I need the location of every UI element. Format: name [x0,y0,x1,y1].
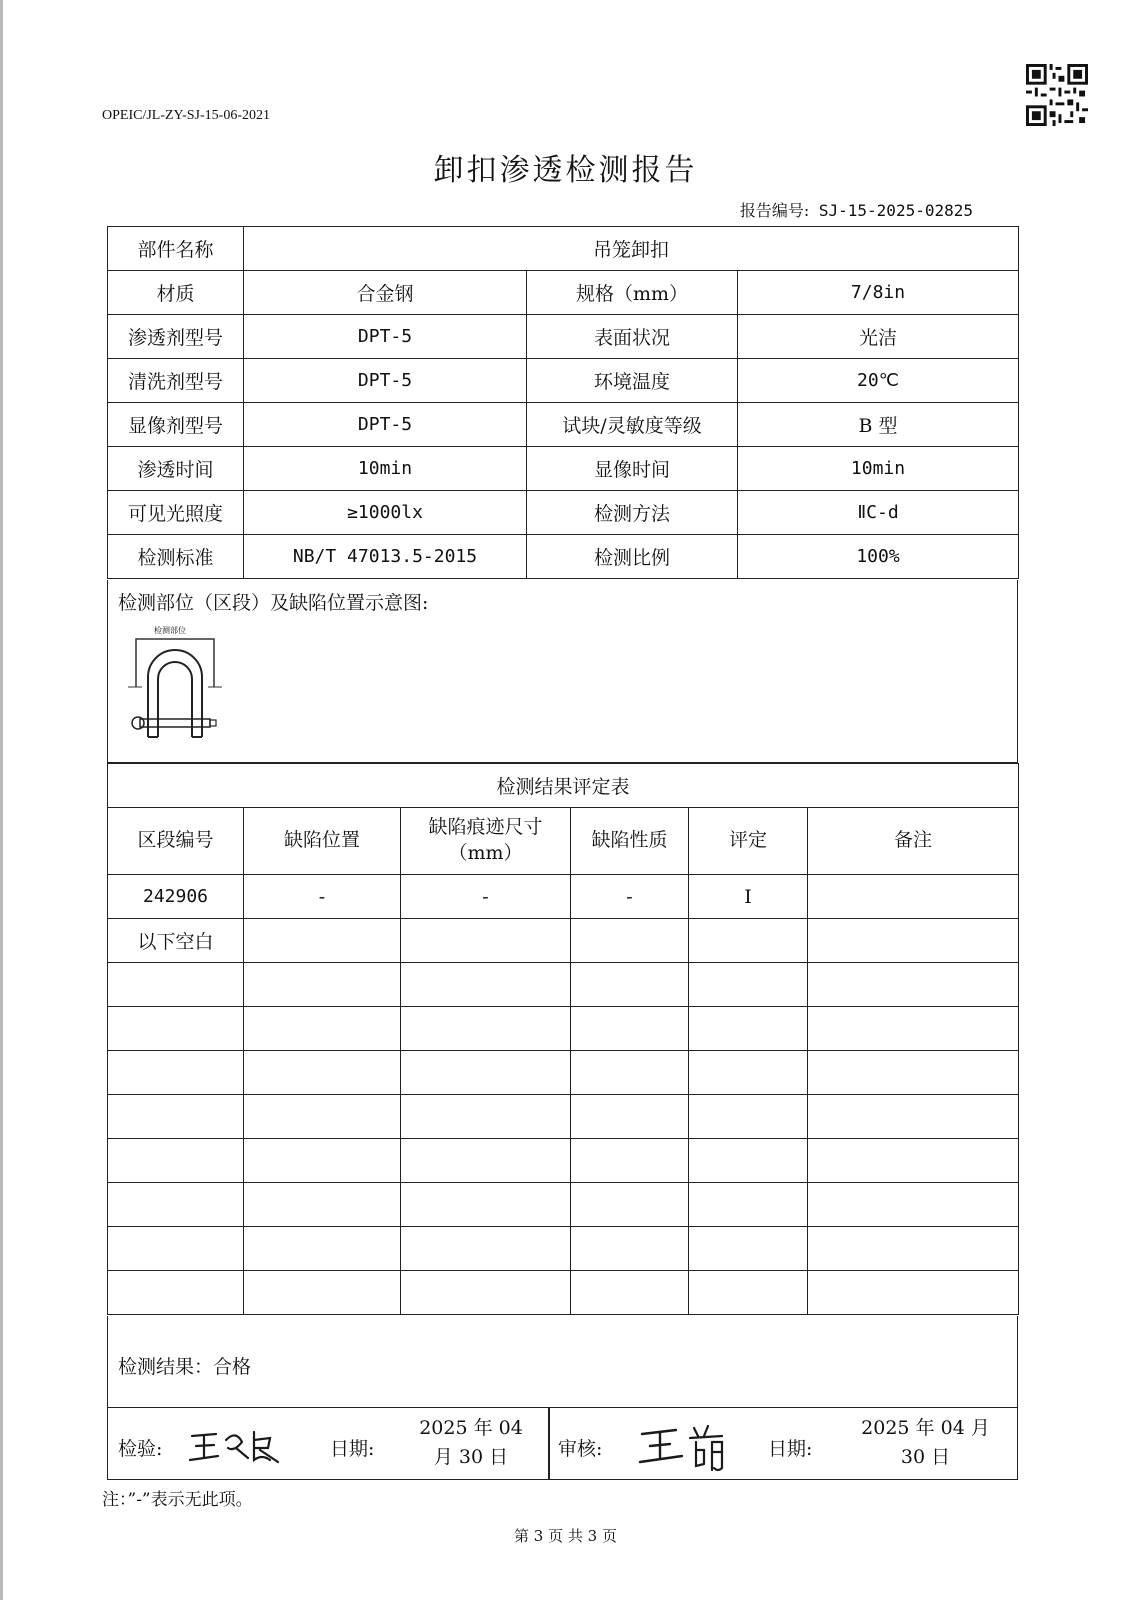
info-value: 7/8in [738,271,1019,315]
table-cell [401,1007,571,1051]
table-row [108,1271,1019,1315]
report-number-label: 报告编号: [739,201,810,220]
result-table-title: 检测结果评定表 [108,764,1019,808]
table-row [108,875,1019,919]
table-cell [401,1139,571,1183]
shackle-diagram-icon [126,625,236,755]
info-value: 10min [738,447,1019,491]
inspector-signature-icon [186,1418,286,1468]
table-cell [571,1227,689,1271]
table-row [108,1139,1019,1183]
table-row [108,315,1019,359]
table-cell [108,1051,244,1095]
info-label: 表面状况 [527,315,738,359]
part-name-value: 吊笼卸扣 [244,227,1019,271]
table-row [108,491,1019,535]
info-label: 可见光照度 [108,491,244,535]
review-date-label: 日期: [768,1438,813,1460]
table-cell [808,1007,1019,1051]
table-cell: 以下空白 [108,919,244,963]
inspect-date-line2: 月 30 日 [433,1446,509,1469]
table-cell [571,1139,689,1183]
table-cell [689,1095,808,1139]
table-cell [689,1271,808,1315]
diagram-label: 检测部位（区段）及缺陷位置示意图: [118,592,429,614]
info-value: 100% [738,535,1019,579]
info-label: 试块/灵敏度等级 [527,403,738,447]
table-cell [401,963,571,1007]
info-label: 检测比例 [527,535,738,579]
table-cell [808,1051,1019,1095]
info-label: 环境温度 [527,359,738,403]
inspect-date-label: 日期: [330,1438,375,1460]
diagram-section [107,580,1018,763]
info-label: 渗透剂型号 [108,315,244,359]
table-cell [689,919,808,963]
table-row [108,1095,1019,1139]
table-cell [808,919,1019,963]
report-number [740,198,973,221]
table-header-row [108,808,1019,875]
inspect-date-line1: 2025 年 04 [419,1417,523,1439]
table-cell [571,963,689,1007]
table-cell [401,1227,571,1271]
inspect-date [406,1414,536,1473]
inspector-label: 检验: [118,1438,163,1460]
table-row [108,403,1019,447]
conclusion-section [107,1316,1018,1408]
table-row [108,1183,1019,1227]
info-label: 规格（mm） [527,271,738,315]
part-name-label: 部件名称 [108,227,244,271]
table-cell [689,1007,808,1051]
table-cell [244,1051,401,1095]
info-value: ≥1000lx [244,491,527,535]
table-cell [108,963,244,1007]
table-row [108,1051,1019,1095]
column-header-line: 缺陷痕迹尺寸 [428,816,543,839]
info-label: 检测方法 [527,491,738,535]
column-header-unit: （mm） [448,842,523,864]
table-row [108,963,1019,1007]
info-value: NB/T 47013.5-2015 [244,535,527,579]
info-value: 20℃ [738,359,1019,403]
table-cell [808,1227,1019,1271]
table-cell [401,919,571,963]
review-date [838,1414,1013,1473]
inspection-info-table [107,226,1019,579]
table-cell [689,1227,808,1271]
table-cell: - [401,875,571,919]
table-cell [244,1271,401,1315]
table-cell [108,1095,244,1139]
table-cell [689,963,808,1007]
table-cell [571,1183,689,1227]
info-label: 渗透时间 [108,447,244,491]
table-cell [808,875,1019,919]
table-cell [244,1227,401,1271]
column-header: 区段编号 [108,808,244,875]
signature-row [107,1408,1018,1480]
report-number-value: SJ-15-2025-02825 [818,201,973,220]
table-row [108,1227,1019,1271]
table-row [108,227,1019,271]
table-cell: Ⅰ [689,875,808,919]
table-cell [808,1139,1019,1183]
table-cell [244,1183,401,1227]
table-cell [244,1095,401,1139]
column-header: 缺陷性质 [571,808,689,875]
table-cell [401,1095,571,1139]
table-cell [571,1007,689,1051]
result-evaluation-table [107,763,1019,1315]
info-value: 光洁 [738,315,1019,359]
info-value: 10min [244,447,527,491]
page-number: 第 3 页 共 3 页 [514,1527,617,1545]
table-row [108,359,1019,403]
conclusion-text: 检测结果：合格 [118,1356,252,1378]
table-cell: - [244,875,401,919]
footnote: 注：”-”表示无此项。 [102,1490,253,1510]
table-cell [108,1271,244,1315]
review-date-line2: 30 日 [900,1446,951,1469]
diagram-part-caption: 检测部位 [154,626,186,635]
table-cell [808,1183,1019,1227]
info-label: 检测标准 [108,535,244,579]
info-label: 清洗剂型号 [108,359,244,403]
table-row [108,919,1019,963]
reviewer-label: 审核: [558,1438,603,1460]
qr-code-icon [1026,64,1088,126]
table-cell [571,919,689,963]
table-cell [689,1051,808,1095]
table-cell: - [571,875,689,919]
table-row [108,447,1019,491]
table-cell [401,1271,571,1315]
table-cell [108,1007,244,1051]
table-cell [808,1271,1019,1315]
scan-edge [0,0,3,1600]
signature-divider [548,1408,550,1479]
info-label: 材质 [108,271,244,315]
info-label: 显像时间 [527,447,738,491]
table-cell [571,1051,689,1095]
column-header: 缺陷位置 [244,808,401,875]
column-header: 备注 [808,808,1019,875]
reviewer-signature-icon [638,1418,748,1474]
info-label: 显像剂型号 [108,403,244,447]
table-row [108,1007,1019,1051]
table-row [108,271,1019,315]
table-cell [808,1095,1019,1139]
table-cell [571,1095,689,1139]
table-row [108,764,1019,808]
table-row [108,535,1019,579]
report-title: 卸扣渗透检测报告 [433,153,698,188]
table-cell [689,1139,808,1183]
table-cell [244,963,401,1007]
table-cell [244,1007,401,1051]
table-cell [108,1183,244,1227]
review-date-line1: 2025 年 04 月 [861,1417,990,1439]
table-cell [808,963,1019,1007]
column-header: 评定 [689,808,808,875]
table-cell [244,919,401,963]
column-header [401,808,571,875]
info-value: B 型 [738,403,1019,447]
table-cell [689,1183,808,1227]
info-value: DPT-5 [244,359,527,403]
info-value: 合金钢 [244,271,527,315]
table-cell [244,1139,401,1183]
document-code: OPEIC/JL-ZY-SJ-15-06-2021 [102,108,270,123]
table-cell [571,1271,689,1315]
table-cell [108,1227,244,1271]
info-value: DPT-5 [244,315,527,359]
table-cell [401,1183,571,1227]
info-value: ⅡC-d [738,491,1019,535]
table-cell [401,1051,571,1095]
table-cell: 242906 [108,875,244,919]
table-cell [108,1139,244,1183]
info-value: DPT-5 [244,403,527,447]
